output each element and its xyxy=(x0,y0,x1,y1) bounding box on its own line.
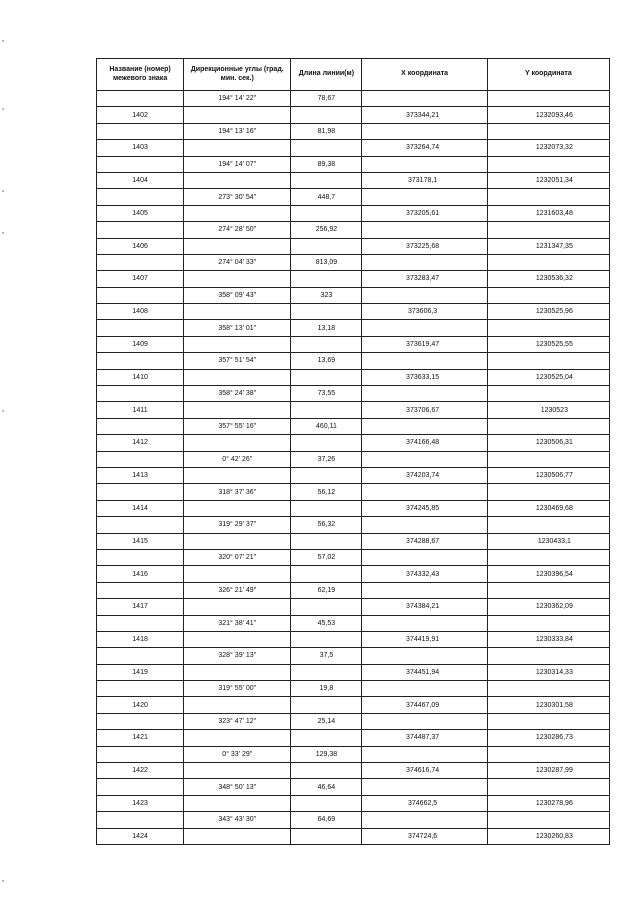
x-coordinate-cell-empty xyxy=(362,287,487,303)
x-coordinate-cell: 374245,85 xyxy=(362,500,487,516)
direction-angle-cell-empty xyxy=(184,631,291,647)
line-length-cell-empty xyxy=(291,500,362,516)
y-coordinate-cell: 1231347,35 xyxy=(487,238,609,254)
y-coordinate-cell: 1230525,96 xyxy=(487,304,609,320)
mark-name-cell: 1412 xyxy=(97,435,184,451)
table-body xyxy=(97,91,610,845)
table-row-segment xyxy=(97,582,610,598)
y-coordinate-cell-empty xyxy=(487,222,609,238)
mark-name-cell: 1424 xyxy=(97,828,184,844)
mark-name-cell-empty xyxy=(97,353,184,369)
table-row-point xyxy=(97,533,610,549)
direction-angle-cell: 194° 14' 07" xyxy=(184,156,291,172)
scan-margin-mark xyxy=(2,190,4,192)
direction-angle-cell: 274° 04' 33" xyxy=(184,254,291,270)
y-coordinate-cell-empty xyxy=(487,746,609,762)
mark-name-cell-empty xyxy=(97,681,184,697)
y-coordinate-cell: 1230278,96 xyxy=(487,795,609,811)
x-coordinate-cell: 374419,91 xyxy=(362,631,487,647)
table-row-point xyxy=(97,697,610,713)
x-coordinate-cell: 374662,5 xyxy=(362,795,487,811)
direction-angle-cell: 320° 07' 21" xyxy=(184,549,291,565)
direction-angle-cell-empty xyxy=(184,664,291,680)
x-coordinate-cell-empty xyxy=(362,779,487,795)
y-coordinate-cell: 1230469,68 xyxy=(487,500,609,516)
direction-angle-cell-empty xyxy=(184,172,291,188)
direction-angle-cell: 318° 37' 36" xyxy=(184,484,291,500)
y-coordinate-cell: 1230260,83 xyxy=(487,828,609,844)
line-length-cell: 78,67 xyxy=(291,91,362,107)
line-length-cell: 323 xyxy=(291,287,362,303)
mark-name-cell: 1415 xyxy=(97,533,184,549)
line-length-cell-empty xyxy=(291,566,362,582)
direction-angle-cell: 343° 43' 30" xyxy=(184,812,291,828)
y-coordinate-cell-empty xyxy=(487,287,609,303)
scan-margin-mark xyxy=(2,40,4,42)
x-coordinate-cell-empty xyxy=(362,582,487,598)
table-row-point xyxy=(97,205,610,221)
y-coordinate-cell: 1230506,77 xyxy=(487,467,609,483)
x-coordinate-cell: 373344,21 xyxy=(362,107,487,123)
x-coordinate-cell-empty xyxy=(362,484,487,500)
mark-name-cell: 1402 xyxy=(97,107,184,123)
line-length-cell: 19,8 xyxy=(291,681,362,697)
table-row-point xyxy=(97,140,610,156)
y-coordinate-cell-empty xyxy=(487,582,609,598)
y-coordinate-cell-empty xyxy=(487,713,609,729)
mark-name-cell: 1416 xyxy=(97,566,184,582)
x-coordinate-cell: 373178,1 xyxy=(362,172,487,188)
mark-name-cell-empty xyxy=(97,746,184,762)
y-coordinate-cell-empty xyxy=(487,812,609,828)
direction-angle-cell-empty xyxy=(184,599,291,615)
line-length-cell: 37,5 xyxy=(291,648,362,664)
mark-name-cell: 1406 xyxy=(97,238,184,254)
line-length-cell-empty xyxy=(291,107,362,123)
table-row-segment xyxy=(97,418,610,434)
mark-name-cell-empty xyxy=(97,779,184,795)
x-coordinate-cell: 373264,74 xyxy=(362,140,487,156)
mark-name-cell: 1410 xyxy=(97,369,184,385)
x-coordinate-cell-empty xyxy=(362,648,487,664)
direction-angle-cell-empty xyxy=(184,107,291,123)
x-coordinate-cell: 374724,6 xyxy=(362,828,487,844)
x-coordinate-cell: 373205,61 xyxy=(362,205,487,221)
mark-name-cell-empty xyxy=(97,189,184,205)
mark-name-cell: 1408 xyxy=(97,304,184,320)
line-length-cell: 89,38 xyxy=(291,156,362,172)
y-coordinate-cell: 1230396,54 xyxy=(487,566,609,582)
mark-name-cell-empty xyxy=(97,517,184,533)
y-coordinate-cell-empty xyxy=(487,353,609,369)
x-coordinate-cell-empty xyxy=(362,353,487,369)
x-coordinate-cell: 374384,21 xyxy=(362,599,487,615)
mark-name-cell: 1404 xyxy=(97,172,184,188)
y-coordinate-cell-empty xyxy=(487,386,609,402)
scan-margin-mark xyxy=(2,108,4,110)
table-row-point xyxy=(97,828,610,844)
line-length-cell: 56,12 xyxy=(291,484,362,500)
x-coordinate-cell: 373606,3 xyxy=(362,304,487,320)
line-length-cell-empty xyxy=(291,304,362,320)
line-length-cell-empty xyxy=(291,140,362,156)
y-coordinate-cell-empty xyxy=(487,254,609,270)
table-row-point xyxy=(97,730,610,746)
y-coordinate-cell-empty xyxy=(487,189,609,205)
y-coordinate-cell-empty xyxy=(487,123,609,139)
line-length-cell-empty xyxy=(291,631,362,647)
direction-angle-cell-empty xyxy=(184,467,291,483)
table-row-segment xyxy=(97,353,610,369)
mark-name-cell: 1417 xyxy=(97,599,184,615)
line-length-cell: 57,02 xyxy=(291,549,362,565)
direction-angle-cell-empty xyxy=(184,435,291,451)
mark-name-cell-empty xyxy=(97,386,184,402)
line-length-cell: 46,64 xyxy=(291,779,362,795)
x-coordinate-cell-empty xyxy=(362,320,487,336)
table-row-segment xyxy=(97,517,610,533)
line-length-cell: 448,7 xyxy=(291,189,362,205)
direction-angle-cell: 357° 55' 16" xyxy=(184,418,291,434)
mark-name-cell-empty xyxy=(97,418,184,434)
x-coordinate-cell: 373619,47 xyxy=(362,336,487,352)
direction-angle-cell-empty xyxy=(184,697,291,713)
line-length-cell-empty xyxy=(291,828,362,844)
mark-name-cell-empty xyxy=(97,582,184,598)
header-mark-name: Название (номер) межевого знака xyxy=(97,59,184,91)
mark-name-cell: 1407 xyxy=(97,271,184,287)
direction-angle-cell-empty xyxy=(184,205,291,221)
mark-name-cell: 1419 xyxy=(97,664,184,680)
direction-angle-cell-empty xyxy=(184,730,291,746)
line-length-cell-empty xyxy=(291,795,362,811)
line-length-cell: 73,55 xyxy=(291,386,362,402)
header-direction-angle: Дирекционные углы (град. мин. сек.) xyxy=(184,59,291,91)
y-coordinate-cell-empty xyxy=(487,549,609,565)
table-row-point xyxy=(97,402,610,418)
mark-name-cell: 1418 xyxy=(97,631,184,647)
table-row-segment xyxy=(97,812,610,828)
y-coordinate-cell-empty xyxy=(487,91,609,107)
line-length-cell-empty xyxy=(291,467,362,483)
table-row-point xyxy=(97,336,610,352)
y-coordinate-cell-empty xyxy=(487,648,609,664)
mark-name-cell: 1411 xyxy=(97,402,184,418)
direction-angle-cell: 358° 24' 38" xyxy=(184,386,291,402)
direction-angle-cell: 326° 21' 49" xyxy=(184,582,291,598)
mark-name-cell-empty xyxy=(97,123,184,139)
table-row-point xyxy=(97,271,610,287)
x-coordinate-cell: 374487,37 xyxy=(362,730,487,746)
line-length-cell-empty xyxy=(291,435,362,451)
y-coordinate-cell: 1230333,84 xyxy=(487,631,609,647)
direction-angle-cell-empty xyxy=(184,763,291,779)
table-header xyxy=(97,59,610,91)
table-row-segment xyxy=(97,484,610,500)
direction-angle-cell: 358° 13' 01" xyxy=(184,320,291,336)
line-length-cell: 45,53 xyxy=(291,615,362,631)
y-coordinate-cell: 1232093,46 xyxy=(487,107,609,123)
y-coordinate-cell-empty xyxy=(487,517,609,533)
table-row-segment xyxy=(97,123,610,139)
line-length-cell-empty xyxy=(291,205,362,221)
table-row-point xyxy=(97,763,610,779)
table-row-point xyxy=(97,435,610,451)
line-length-cell: 37,26 xyxy=(291,451,362,467)
line-length-cell-empty xyxy=(291,533,362,549)
x-coordinate-cell-empty xyxy=(362,681,487,697)
line-length-cell: 460,11 xyxy=(291,418,362,434)
table-row-point xyxy=(97,107,610,123)
line-length-cell-empty xyxy=(291,763,362,779)
scan-margin-mark xyxy=(2,232,4,234)
x-coordinate-cell: 374166,48 xyxy=(362,435,487,451)
direction-angle-cell: 358° 09' 43" xyxy=(184,287,291,303)
table-row-point xyxy=(97,467,610,483)
x-coordinate-cell-empty xyxy=(362,812,487,828)
line-length-cell: 81,98 xyxy=(291,123,362,139)
x-coordinate-cell-empty xyxy=(362,418,487,434)
direction-angle-cell-empty xyxy=(184,271,291,287)
mark-name-cell-empty xyxy=(97,549,184,565)
y-coordinate-cell: 1232073,32 xyxy=(487,140,609,156)
table-row-point xyxy=(97,369,610,385)
x-coordinate-cell-empty xyxy=(362,189,487,205)
x-coordinate-cell-empty xyxy=(362,615,487,631)
table-row-segment xyxy=(97,287,610,303)
x-coordinate-cell: 374203,74 xyxy=(362,467,487,483)
y-coordinate-cell-empty xyxy=(487,779,609,795)
x-coordinate-cell-empty xyxy=(362,222,487,238)
x-coordinate-cell: 373633,15 xyxy=(362,369,487,385)
line-length-cell: 129,38 xyxy=(291,746,362,762)
table-row-segment xyxy=(97,713,610,729)
line-length-cell-empty xyxy=(291,271,362,287)
line-length-cell: 256,92 xyxy=(291,222,362,238)
line-length-cell-empty xyxy=(291,369,362,385)
x-coordinate-cell-empty xyxy=(362,549,487,565)
line-length-cell-empty xyxy=(291,402,362,418)
line-length-cell-empty xyxy=(291,730,362,746)
direction-angle-cell-empty xyxy=(184,304,291,320)
header-line-length: Длина линии(м) xyxy=(291,59,362,91)
y-coordinate-cell-empty xyxy=(487,418,609,434)
scan-margin-mark xyxy=(2,410,4,412)
table-row-segment xyxy=(97,746,610,762)
y-coordinate-cell: 1231603,48 xyxy=(487,205,609,221)
direction-angle-cell: 321° 38' 41" xyxy=(184,615,291,631)
mark-name-cell-empty xyxy=(97,451,184,467)
direction-angle-cell: 348° 50' 13" xyxy=(184,779,291,795)
mark-name-cell: 1405 xyxy=(97,205,184,221)
line-length-cell: 13,18 xyxy=(291,320,362,336)
table-row-segment xyxy=(97,681,610,697)
direction-angle-cell-empty xyxy=(184,402,291,418)
table-row-segment xyxy=(97,615,610,631)
mark-name-cell-empty xyxy=(97,648,184,664)
table-row-segment xyxy=(97,91,610,107)
table-row-segment xyxy=(97,386,610,402)
mark-name-cell: 1423 xyxy=(97,795,184,811)
scan-margin-mark xyxy=(2,880,4,882)
direction-angle-cell-empty xyxy=(184,533,291,549)
x-coordinate-cell-empty xyxy=(362,517,487,533)
line-length-cell: 64,69 xyxy=(291,812,362,828)
direction-angle-cell-empty xyxy=(184,238,291,254)
mark-name-cell: 1420 xyxy=(97,697,184,713)
y-coordinate-cell: 1230536,32 xyxy=(487,271,609,287)
table-row-segment xyxy=(97,156,610,172)
line-length-cell-empty xyxy=(291,336,362,352)
direction-angle-cell: 319° 29' 37" xyxy=(184,517,291,533)
x-coordinate-cell-empty xyxy=(362,123,487,139)
y-coordinate-cell-empty xyxy=(487,615,609,631)
y-coordinate-cell-empty xyxy=(487,451,609,467)
direction-angle-cell: 194° 13' 16" xyxy=(184,123,291,139)
x-coordinate-cell-empty xyxy=(362,254,487,270)
mark-name-cell: 1403 xyxy=(97,140,184,156)
x-coordinate-cell: 374616,74 xyxy=(362,763,487,779)
x-coordinate-cell-empty xyxy=(362,386,487,402)
table-row-point xyxy=(97,566,610,582)
mark-name-cell-empty xyxy=(97,287,184,303)
table-row-point xyxy=(97,304,610,320)
mark-name-cell-empty xyxy=(97,713,184,729)
mark-name-cell: 1422 xyxy=(97,763,184,779)
table-row-point xyxy=(97,631,610,647)
direction-angle-cell-empty xyxy=(184,828,291,844)
table-row-segment xyxy=(97,451,610,467)
direction-angle-cell: 319° 55' 00" xyxy=(184,681,291,697)
table-row-point xyxy=(97,172,610,188)
mark-name-cell-empty xyxy=(97,812,184,828)
y-coordinate-cell-empty xyxy=(487,156,609,172)
y-coordinate-cell-empty xyxy=(487,681,609,697)
x-coordinate-cell: 373225,68 xyxy=(362,238,487,254)
y-coordinate-cell: 1230287,99 xyxy=(487,763,609,779)
direction-angle-cell-empty xyxy=(184,795,291,811)
x-coordinate-cell-empty xyxy=(362,156,487,172)
y-coordinate-cell-empty xyxy=(487,484,609,500)
line-length-cell-empty xyxy=(291,172,362,188)
mark-name-cell-empty xyxy=(97,91,184,107)
header-x-coordinate: X координата xyxy=(362,59,487,91)
line-length-cell: 25,14 xyxy=(291,713,362,729)
line-length-cell: 813,09 xyxy=(291,254,362,270)
line-length-cell: 62,19 xyxy=(291,582,362,598)
mark-name-cell-empty xyxy=(97,222,184,238)
x-coordinate-cell: 373283,47 xyxy=(362,271,487,287)
mark-name-cell-empty xyxy=(97,320,184,336)
direction-angle-cell: 0° 42' 26" xyxy=(184,451,291,467)
y-coordinate-cell: 1230433,1 xyxy=(487,533,609,549)
mark-name-cell-empty xyxy=(97,156,184,172)
direction-angle-cell: 0° 33' 29" xyxy=(184,746,291,762)
y-coordinate-cell: 1230525,55 xyxy=(487,336,609,352)
x-coordinate-cell: 374332,43 xyxy=(362,566,487,582)
line-length-cell-empty xyxy=(291,238,362,254)
x-coordinate-cell: 373706,67 xyxy=(362,402,487,418)
y-coordinate-cell: 1232051,34 xyxy=(487,172,609,188)
x-coordinate-cell-empty xyxy=(362,91,487,107)
x-coordinate-cell: 374451,94 xyxy=(362,664,487,680)
mark-name-cell-empty xyxy=(97,254,184,270)
line-length-cell-empty xyxy=(291,664,362,680)
table-row-segment xyxy=(97,320,610,336)
direction-angle-cell: 323° 47' 12" xyxy=(184,713,291,729)
line-length-cell: 13,69 xyxy=(291,353,362,369)
table-row-point xyxy=(97,599,610,615)
table-row-segment xyxy=(97,648,610,664)
y-coordinate-cell: 1230525,04 xyxy=(487,369,609,385)
y-coordinate-cell: 1230286,73 xyxy=(487,730,609,746)
y-coordinate-cell: 1230314,33 xyxy=(487,664,609,680)
mark-name-cell: 1409 xyxy=(97,336,184,352)
table-row-segment xyxy=(97,189,610,205)
mark-name-cell-empty xyxy=(97,484,184,500)
direction-angle-cell-empty xyxy=(184,140,291,156)
header-y-coordinate: Y координата xyxy=(487,59,609,91)
y-coordinate-cell: 1230362,09 xyxy=(487,599,609,615)
direction-angle-cell-empty xyxy=(184,566,291,582)
table-row-segment xyxy=(97,779,610,795)
y-coordinate-cell: 1230523 xyxy=(487,402,609,418)
table-row-segment xyxy=(97,549,610,565)
direction-angle-cell: 328° 39' 13" xyxy=(184,648,291,664)
y-coordinate-cell: 1230301,58 xyxy=(487,697,609,713)
x-coordinate-cell: 374288,67 xyxy=(362,533,487,549)
boundary-marks-table xyxy=(96,58,610,845)
direction-angle-cell: 194° 14' 22" xyxy=(184,91,291,107)
direction-angle-cell-empty xyxy=(184,336,291,352)
direction-angle-cell: 274° 28' 50" xyxy=(184,222,291,238)
x-coordinate-cell-empty xyxy=(362,451,487,467)
x-coordinate-cell-empty xyxy=(362,713,487,729)
direction-angle-cell-empty xyxy=(184,369,291,385)
x-coordinate-cell: 374467,09 xyxy=(362,697,487,713)
table-row-segment xyxy=(97,222,610,238)
direction-angle-cell-empty xyxy=(184,500,291,516)
table-row-point xyxy=(97,664,610,680)
y-coordinate-cell-empty xyxy=(487,320,609,336)
x-coordinate-cell-empty xyxy=(362,746,487,762)
mark-name-cell-empty xyxy=(97,615,184,631)
direction-angle-cell: 273° 30' 54" xyxy=(184,189,291,205)
line-length-cell: 56,32 xyxy=(291,517,362,533)
line-length-cell-empty xyxy=(291,697,362,713)
mark-name-cell: 1414 xyxy=(97,500,184,516)
table-row-point xyxy=(97,238,610,254)
table-row-point xyxy=(97,500,610,516)
mark-name-cell: 1421 xyxy=(97,730,184,746)
mark-name-cell: 1413 xyxy=(97,467,184,483)
direction-angle-cell: 357° 51' 54" xyxy=(184,353,291,369)
y-coordinate-cell: 1230506,31 xyxy=(487,435,609,451)
table-row-point xyxy=(97,795,610,811)
line-length-cell-empty xyxy=(291,599,362,615)
table-row-segment xyxy=(97,254,610,270)
